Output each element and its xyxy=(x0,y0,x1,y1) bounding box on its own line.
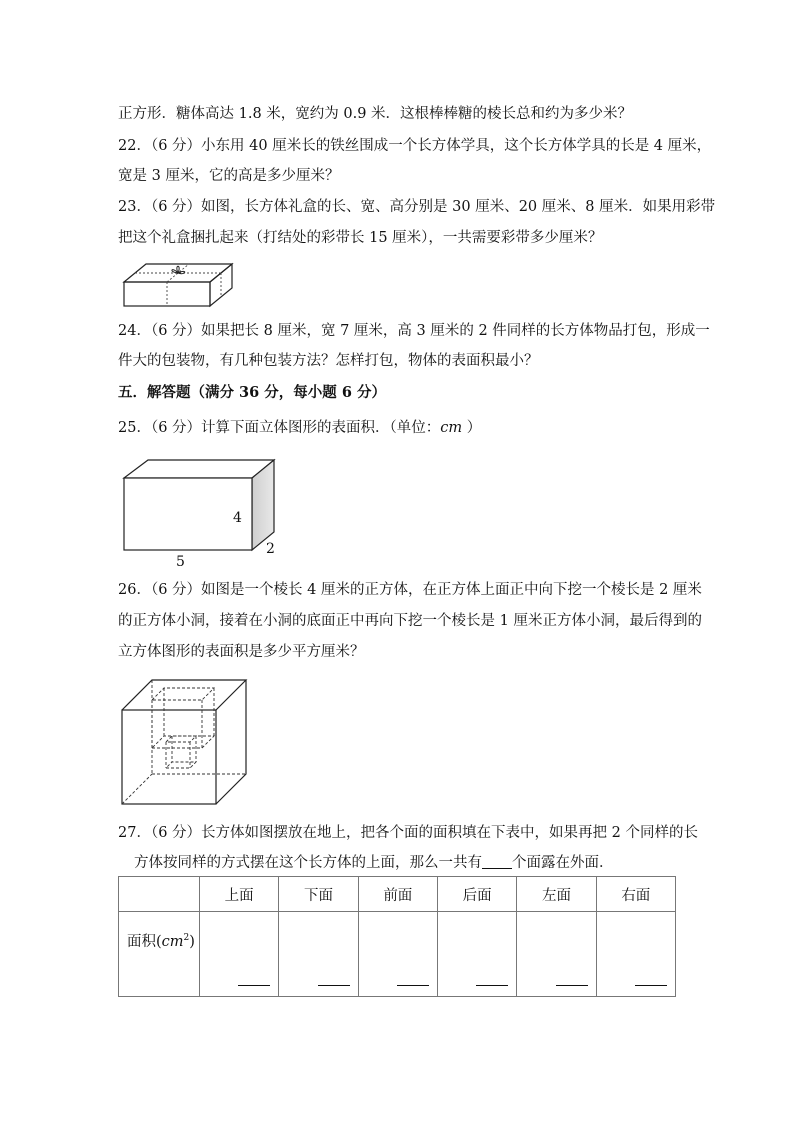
answer-blank-right[interactable] xyxy=(635,985,667,986)
answer-blank-left[interactable] xyxy=(556,985,588,986)
q23-line2: 把这个礼盒捆扎起来（打结处的彩带长 15 厘米），一共需要彩带多少厘米？ xyxy=(118,230,603,246)
q25-unit: cm xyxy=(440,420,463,436)
area-cell-front[interactable] xyxy=(358,912,437,997)
q25-prompt-close: ） xyxy=(462,420,482,436)
height-label: 4 xyxy=(233,510,242,526)
section-5-heading: 五．解答题（满分 36 分，每小题 6 分） xyxy=(118,384,386,401)
area-cell-back[interactable] xyxy=(437,912,516,997)
answer-blank-top[interactable] xyxy=(238,985,270,986)
header-top: 上面 xyxy=(200,877,279,912)
area-cell-top[interactable] xyxy=(200,912,279,997)
q23-line1: 23．（6 分）如图，长方体礼盒的长、宽、高分别是 30 厘米、20 厘米、8 厘米．如果用彩带 xyxy=(118,199,716,215)
answer-blank-front[interactable] xyxy=(397,985,429,986)
area-row-label xyxy=(119,912,200,997)
q26-line1: 26．（6 分）如图是一个棱长 4 厘米的正方体，在正方体上面正中向下挖一个棱长是 2 厘米 xyxy=(118,582,702,598)
area-cell-left[interactable] xyxy=(517,912,596,997)
area-label-text: 面积( xyxy=(127,934,162,950)
q24-line2: 件大的包装物，有几种包装方法？怎样打包，物体的表面积最小？ xyxy=(118,353,539,369)
cuboid-figure xyxy=(118,458,288,570)
header-bottom: 下面 xyxy=(279,877,358,912)
cube-with-holes-figure xyxy=(118,676,250,808)
answer-blank-back[interactable] xyxy=(476,985,508,986)
header-right: 右面 xyxy=(596,877,675,912)
q21-continuation: 正方形．糖体高达 1.8 米，宽约为 0.9 米．这根棒棒糖的棱长总和约为多少米？ xyxy=(118,106,633,122)
q27-line1: 27．（6 分）长方体如图摆放在地上，把各个面的面积填在下表中，如果再把 2 个同样的长 xyxy=(118,825,698,841)
q24-line1: 24．（6 分）如果把长 8 厘米，宽 7 厘米，高 3 厘米的 2 件同样的长方体物品打包，形成一 xyxy=(118,323,710,339)
area-label-close: ) xyxy=(189,934,195,950)
header-front: 前面 xyxy=(358,877,437,912)
q26-line3: 立方体图形的表面积是多少平方厘米？ xyxy=(118,644,365,660)
q22-line1: 22．（6 分）小东用 40 厘米长的铁丝围成一个长方体学具，这个长方体学具的长是 4 厘米， xyxy=(118,138,712,154)
q27-answer-blank[interactable] xyxy=(482,854,512,869)
gift-box-figure xyxy=(118,258,238,310)
area-cell-right[interactable] xyxy=(596,912,675,997)
width-label: 2 xyxy=(266,541,275,557)
table-corner-cell xyxy=(119,877,200,912)
table-header-row xyxy=(119,877,676,912)
q25-prompt xyxy=(118,418,481,438)
q27-line2-text: 方体按同样的方式摆在这个长方体的上面，那么一共有 xyxy=(134,855,482,871)
face-area-table xyxy=(118,876,676,997)
length-label: 5 xyxy=(176,554,185,570)
area-label-sup: 2 xyxy=(183,933,190,944)
q25-prompt-text: 25．（6 分）计算下面立体图形的表面积．（单位： xyxy=(118,420,441,436)
q22-line2: 宽是 3 厘米，它的高是多少厘米？ xyxy=(118,168,340,184)
header-left: 左面 xyxy=(517,877,596,912)
table-area-row xyxy=(119,912,676,997)
area-cell-bottom[interactable] xyxy=(279,912,358,997)
q27-line2 xyxy=(134,853,614,873)
q26-line2: 的正方体小洞，接着在小洞的底面正中再向下挖一个棱长是 1 厘米正方体小洞，最后得到的 xyxy=(118,613,702,629)
area-label-unit: cm xyxy=(161,934,184,950)
q27-line2-end: 个面露在外面． xyxy=(512,855,614,871)
answer-blank-bottom[interactable] xyxy=(318,985,350,986)
header-back: 后面 xyxy=(437,877,516,912)
